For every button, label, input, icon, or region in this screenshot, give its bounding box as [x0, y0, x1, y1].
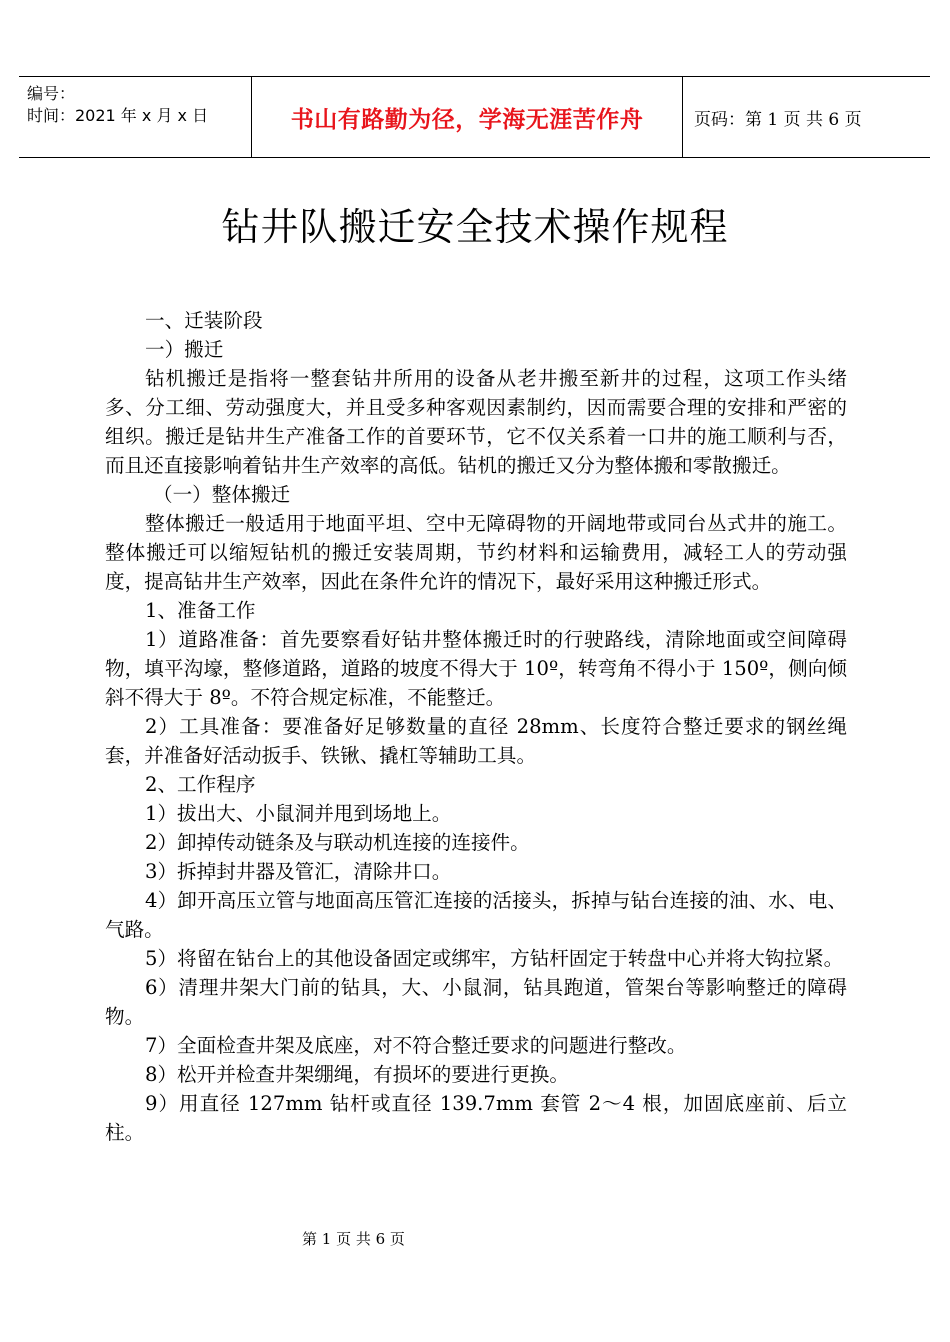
list-item: 1）拔出大、小鼠洞并甩到场地上。 [145, 802, 452, 825]
list-item: 8）松开并检查井架绷绳，有损坏的要进行更换。 [145, 1063, 569, 1086]
subsection-heading: （一）整体搬迁 [153, 483, 291, 506]
number-label: 编号： [27, 84, 76, 103]
time-label: 时间：2021 年 x 月 x 日 [27, 106, 209, 125]
list-item: 4）卸开高压立管与地面高压管汇连接的活接头，拆掉与钻台连接的油、水、电、气路。 [105, 889, 847, 941]
header-page-label: 页码：第 1 页 共 6 页 [694, 109, 862, 130]
subsection-heading: 2、工作程序 [145, 773, 256, 796]
subsection-heading: 1、准备工作 [145, 599, 256, 622]
page-footer: 第 1 页 共 6 页 [302, 1230, 405, 1248]
list-item: 3）拆掉封井器及管汇，清除井口。 [145, 860, 452, 883]
header-table [19, 76, 930, 158]
document-body [105, 306, 847, 1147]
list-item: 2）卸掉传动链条及与联动机连接的连接件。 [145, 831, 530, 854]
header-meta [27, 83, 208, 127]
header-divider [682, 77, 683, 157]
list-item: 5）将留在钻台上的其他设备固定或绑牢，方钻杆固定于转盘中心并将大钩拉紧。 [145, 947, 844, 970]
list-item: 9）用直径 127mm 钻杆或直径 139.7mm 套管 2～4 根，加固底座前、后立柱。 [105, 1092, 847, 1144]
paragraph: 1）道路准备：首先要察看好钻井整体搬迁时的行驶路线，清除地面或空间障碍物，填平沟壕，整修道路，道路的坡度不得大于 10º，转弯角不得小于 150º，侧向倾斜不得大于 8º。不符合规定标准，不能整迁。 [105, 628, 847, 709]
list-item: 7）全面检查井架及底座，对不符合整迁要求的问题进行整改。 [145, 1034, 687, 1057]
list-item: 6）清理井架大门前的钻具，大、小鼠洞，钻具跑道，管架台等影响整迁的障碍物。 [105, 976, 847, 1028]
section-heading: 一、迁装阶段 [145, 309, 263, 332]
paragraph: 钻机搬迁是指将一整套钻井所用的设备从老井搬至新井的过程，这项工作头绪 多、分工细、劳动强度大，并且受多种客观因素制约，因而需要合理的安排和严密的组织。搬迁是钻井生产准备工作的首要环节，它不仅关系着一口井的施工顺利与否，而且还直接影响着钻井生产效率的高低。钻机的搬迁又分为整体搬和零散搬迁。 [105, 367, 847, 477]
subsection-heading: 一）搬迁 [145, 338, 224, 361]
header-motto: 书山有路勤为径，学海无涯苦作舟 [290, 105, 644, 133]
document-title: 钻井队搬迁安全技术操作规程 [221, 205, 729, 249]
paragraph: 整体搬迁一般适用于地面平坦、空中无障碍物的开阔地带或同台丛式井的施工。整体搬迁可以缩短钻机的搬迁安装周期，节约材料和运输费用，减轻工人的劳动强度，提高钻井生产效率，因此在条件允许的情况下，最好采用这种搬迁形式。 [105, 512, 847, 593]
paragraph: 2）工具准备：要准备好足够数量的直径 28mm、长度符合整迁要求的钢丝绳套，并准备好活动扳手、铁锹、撬杠等辅助工具。 [105, 715, 847, 767]
